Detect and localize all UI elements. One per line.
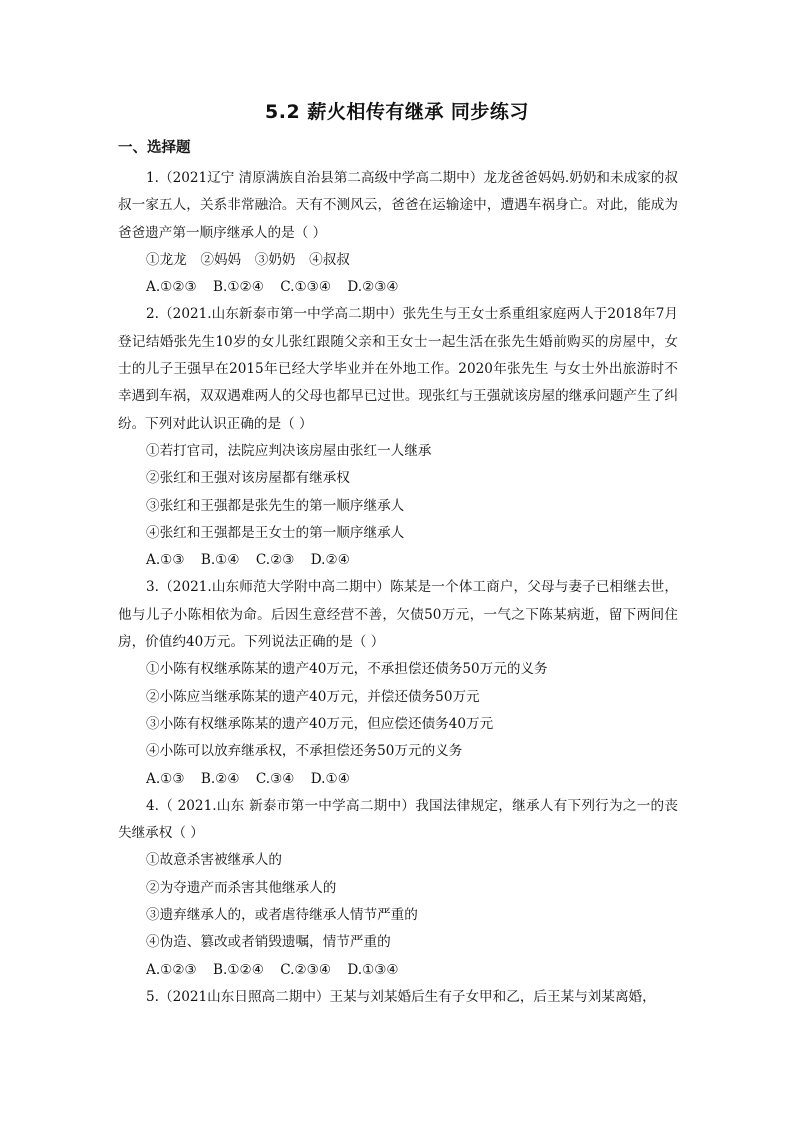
question-option: ①若打官司，法院应判决该房屋由张红一人继承 [146, 442, 432, 459]
question-option: ①故意杀害被继承人的 [146, 852, 282, 869]
question-option: ④张红和王强都是王女士的第一顺序继承人 [146, 524, 405, 541]
question-option: ③小陈有权继承陈某的遗产40万元，但应偿还债务40万元 [146, 715, 494, 732]
question-option: ①小陈有权继承陈某的遗产40万元，不承担偿还债务50万元的义务 [146, 661, 548, 678]
question-stem: 4.（ 2021.山东 新泰市第一中学高二期中）我国法律规定，继承人有下列行为之一的丧失继承权（ ） [118, 797, 678, 842]
answer-choices: A.①②③ B.①②④ C.①③④ D.②③④ [146, 279, 399, 296]
question-option: ②小陈应当继承陈某的遗产40万元，并偿还债务50万元 [146, 688, 480, 705]
answer-choices: A.①③ B.②④ C.③④ D.①④ [146, 770, 350, 787]
answer-choices: A.①②③ B.①②④ C.②③④ D.①③④ [146, 961, 399, 978]
question-stem: 5.（2021山东日照高二期中）王某与刘某婚后生有子女甲和乙，后王某与刘某离婚， [146, 988, 656, 1005]
question-option: ②张红和王强对该房屋都有继承权 [146, 470, 350, 487]
section-heading: 一、选择题 [118, 140, 191, 156]
question-option: ③遗弃继承人的，或者虐待继承人情节严重的 [146, 907, 418, 924]
question-option: ④小陈可以放弃继承权，不承担偿还务50万元的义务 [146, 743, 463, 760]
question-option: ④伪造、篡改或者销毁遗嘱，情节严重的 [146, 934, 391, 951]
question-option: ①龙龙 ②妈妈 ③奶奶 ④叔叔 [146, 251, 350, 268]
document-title: 5.2 薪火相传有继承 同步练习 [265, 101, 529, 123]
questions-list [118, 165, 678, 1011]
question-option: ②为夺遗产而杀害其他继承人的 [146, 879, 337, 896]
question-stem: 2.（2021.山东新泰市第一中学高二期中）张先生与王女士系重组家庭两人于2018年7月登记结婚张先生10岁的女儿张红跟随父亲和王女士一起生活在张先生婚前购买的房屋中，女士的儿子王强早在2015年已经大学毕业并在外地工作。2020年张先生 与女士外出旅游时不幸遇到车祸，双双遇难两人的父母也都早已过世。现张红与王强就该房屋的继承问题产生了纠纷。下列对此认识正确的是（ ） [118, 306, 678, 432]
question-option: ③张红和王强都是张先生的第一顺序继承人 [146, 497, 405, 514]
answer-choices: A.①③ B.①④ C.②③ D.②④ [146, 552, 350, 569]
question-stem: 3.（2021.山东师范大学附中高二期中）陈某是一个体工商户，父母与妻子已相继去世，他与儿子小陈相依为命。后因生意经营不善，欠债50万元，一气之下陈某病逝，留下两间住房，价值约40万元。下列说法正确的是（ ） [118, 579, 678, 651]
question-stem: 1.（2021辽宁 清原满族自治县第二高级中学高二期中）龙龙爸爸妈妈.奶奶和未成家的叔叔一家五人，关系非常融洽。天有不测风云，爸爸在运输途中，遭遇车祸身亡。对此，能成为爸爸遗产第一顺序继承人的是（ ） [118, 170, 678, 241]
